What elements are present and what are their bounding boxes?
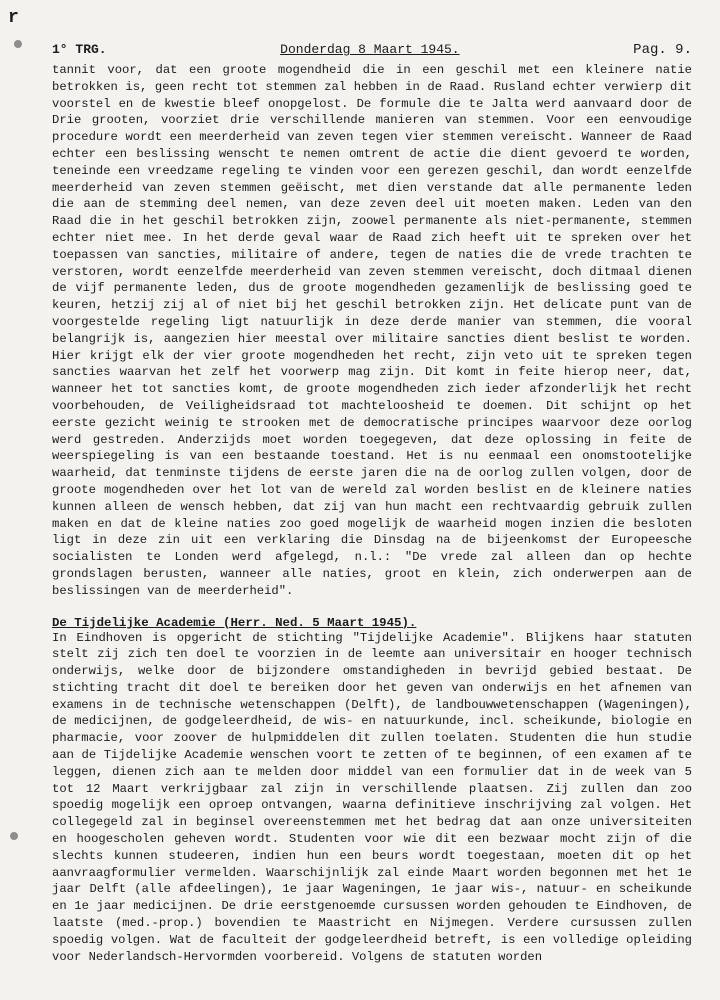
section-paragraph: In Eindhoven is opgericht de stichting "Tijdelijke Academie". Blijkens haar statuten stelt zij zich ten doel te voorzien in de leemte aan universitair en hooger technisch onderwijs, welke door de bijzondere omstandigheden in bevrijd gebied bestaat. De stichting tracht dit doel te bereiken door het geven van onderwijs en het afnemen van examens in de technische wetenschappen (Delft), de landbouwwetenschappen (Wageningen), de medicijnen, de godgeleerdheid, de wis- en natuurkunde, incl. scheikunde, biologie en pharmacie, voor zoover de hulpmiddelen dit zullen toelaten. Studenten die hun studie aan de Tijdelijke Academie wenschen voort te zetten of te beginnen, of een examen af te leggen, dienen zich aan te melden door middel van een formulier dat in de week van 5 tot 12 Maart verkrijgbaar zal zijn in verschillende plaatsen. Zij zullen dan zoo spoedig mogelijk een oproep ontvangen, waarna definitieve inschrijving zal volgen. Het collegegeld zal in beginsel overeenstemmen met het bedrag dat aan onze universiteiten en hoogescholen geheven wordt. Studenten voor wie dit een bezwaar mocht zijn of die slechts kunnen studeeren, indien hun een beurs wordt toegestaan, moeten dit op het aanvraagformulier vermelden. Waarschijnlijk zal einde Maart worden begonnen met het 1e jaar Delft (alle afdeelingen), 1e jaar Wageningen, 1e jaar wis-, natuur- en scheikunde en 1e jaar medicijnen. De drie eerstgenoemde cursussen worden gehouden te Eindhoven, de laatste (med.-prop.) bovendien te Maastricht en Nijmegen. Verdere cursussen zullen spoedig volgen. Wat de faculteit der godgeleerdheid betreft, is een volledige opleiding voor Nederlandsch-Hervormden voorbereid. Volgens de statuten worden xyxy=(52,630,692,964)
header-date: Donderdag 8 Maart 1945. xyxy=(280,42,460,57)
page-header xyxy=(52,42,692,58)
section-title: De Tijdelijke Academie (Herr. Ned. 5 Maart 1945). xyxy=(52,615,417,630)
corner-mark: r xyxy=(8,8,19,28)
header-reference: 1° TRG. xyxy=(52,42,107,57)
page-number: Pag. 9. xyxy=(633,42,692,58)
punch-hole-mark xyxy=(10,832,18,840)
article-body xyxy=(52,62,692,965)
paragraph: tannit voor, dat een groote mogendheid die in een geschil met een kleinere natie betrokken is, geen recht tot stemmen zal hebben in de Raad. Rusland echter verwierp dit voorstel en de kwestie bleef onopgelost. De formule die te Jalta werd aanvaard door de Drie grooten, voorziet drie verschillende manieren van stemmen. Voor een eenvoudige procedure wordt een meerderheid van zeven tegen vier stemmen vereischt. Wanneer de Raad echter een beslissing wenscht te nemen omtrent de actie die dient gevoerd te worden, teneinde een vreedzame regeling te vinden voor een gerezen geschil, dan wordt eenzelfde meerderheid van zeven stemmen geëischt, met dien verstande dat alle permanente leden die aan de stemming deel nemen, van deze zeven deel uit moeten maken. Leden van den Raad die in het geschil betrokken zijn, zoowel permanente als niet-permanente, stemmen echter niet mee. In het derde geval waar de Raad zich heeft uit te spreken over het toepassen van sancties, militaire of andere, tegen de naties die de vrede trachten te verstoren, wordt eenzelfde meerderheid van zeven stemmen vereischt, doch ditmaal dienen de vijf permanente leden, dus de groote mogendheden gezamenlijk de beslissing goed te keuren, hetzij zij al of niet bij het geschil betrokken zijn. Het delicate punt van de voorgestelde regeling ligt natuurlijk in deze derde manier van stemmen, die vooral belangrijk is, aangezien hier meestal over militaire sancties dient beslist te worden. Hier krijgt elk der vier groote mogendheden het recht, zijn veto uit te spreken tegen sancties waarvan het zelf het voorwerp mag zijn. Dit komt in feite hierop neer, dat, wanneer het tot sancties komt, de groote mogendheden zich ieder afzonderlijk het recht voorbehouden, de Veiligheidsraad tot machteloosheid te doemen. Dit schijnt op het eerste gezicht weinig te strooken met de democratische principes waarvoor deze oorlog werd gestreden. Anderzijds moet worden toegegeven, dat deze oplossing in feite de weerspiegeling is van een bestaande toestand. Het is nu eenmaal een onomstootelijke waarheid, dat tenminste tijdens de eerste jaren die na de oorlog zullen volgen, door de groote mogendheden over het lot van de wereld zal worden beslist en de kleinere naties kunnen alleen de wensch hebben, dat zij van hun macht een rechtvaardig gebruik zullen maken en dat de kleine naties zoo goed mogelijk de waarheid mogen inzien die besloten ligt in deze zin uit een verklaring die Dinsdag na de bijeenkomst der Europeesche socialisten te Londen werd afgelegd, n.l.: "De vrede zal alleen dan op hechte grondslagen berusten, wanneer alle naties, groot en klein, zich onderwerpen aan de beslissingen van de meerderheid". xyxy=(52,63,692,598)
punch-hole-mark xyxy=(14,40,22,48)
